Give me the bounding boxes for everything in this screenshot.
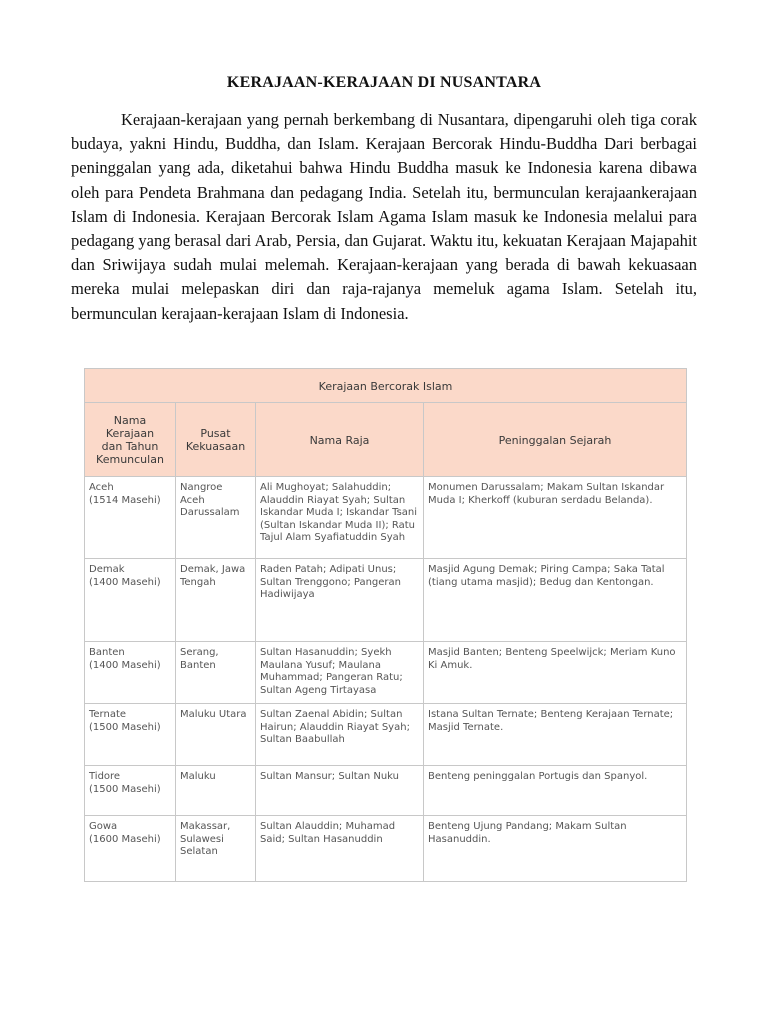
cell-relics: Istana Sultan Ternate; Benteng Kerajaan Ternate; Masjid Ternate. [424, 704, 687, 766]
cell-kings: Sultan Zaenal Abidin; Sultan Hairun; Alauddin Riayat Syah; Sultan Baabullah [256, 704, 424, 766]
cell-seat: Serang, Banten [176, 642, 256, 704]
cell-relics: Masjid Agung Demak; Piring Campa; Saka Tatal (tiang utama masjid); Bedug dan Kentongan. [424, 559, 687, 642]
page-title: KERAJAAN-KERAJAAN DI NUSANTARA [226, 74, 542, 91]
cell-kingdom: Tidore (1500 Masehi) [85, 766, 176, 816]
cell-seat: Maluku [176, 766, 256, 816]
kingdoms-table-container [84, 368, 686, 882]
cell-kingdom: Gowa (1600 Masehi) [85, 816, 176, 882]
cell-kings: Raden Patah; Adipati Unus; Sultan Trenggono; Pangeran Hadiwijaya [256, 559, 424, 642]
table-caption: Kerajaan Bercorak Islam [85, 369, 687, 403]
body-paragraph: Kerajaan-kerajaan yang pernah berkembang di Nusantara, dipengaruhi oleh tiga corak budaya, yakni Hindu, Buddha, dan Islam. Kerajaan Bercorak Hindu-Buddha Dari berbagai peninggalan yang ada, diketahui bahwa Hindu Buddha masuk ke Indonesia karena dibawa oleh para Pendeta Brahmana dan pedagang India. Setelah itu, bermunculan kerajaankerajaan Islam di Indonesia. Kerajaan Bercorak Islam Agama Islam masuk ke Indonesia melalui para pedagang yang berasal dari Arab, Persia, dan Gujarat. Waktu itu, kekuatan Kerajaan Majapahit dan Sriwijaya sudah mulai melemah. Kerajaan-kerajaan yang berada di bawah kekuasaan mereka mulai melepaskan diri dan raja-rajanya memeluk agama Islam. Setelah itu, bermunculan kerajaan-kerajaan Islam di Indonesia. [71, 110, 697, 323]
table-row [85, 816, 687, 882]
cell-relics: Masjid Banten; Benteng Speelwijck; Meriam Kuno Ki Amuk. [424, 642, 687, 704]
cell-kingdom: Aceh (1514 Masehi) [85, 477, 176, 559]
cell-seat: Maluku Utara [176, 704, 256, 766]
table-row [85, 642, 687, 704]
header-historical-relics: Peninggalan Sejarah [424, 403, 687, 477]
cell-seat: Demak, Jawa Tengah [176, 559, 256, 642]
cell-relics: Monumen Darussalam; Makam Sultan Iskandar Muda I; Kherkoff (kuburan serdadu Belanda). [424, 477, 687, 559]
cell-relics: Benteng peninggalan Portugis dan Spanyol. [424, 766, 687, 816]
cell-kings: Sultan Hasanuddin; Syekh Maulana Yusuf; Maulana Muhammad; Pangeran Ratu; Sultan Ageng Tirtayasa [256, 642, 424, 704]
cell-kingdom: Ternate (1500 Masehi) [85, 704, 176, 766]
cell-kingdom: Banten (1400 Masehi) [85, 642, 176, 704]
header-king-names: Nama Raja [256, 403, 424, 477]
table-row [85, 704, 687, 766]
header-kingdom-year: Nama Kerajaan dan Tahun Kemunculan [85, 403, 176, 477]
cell-kingdom: Demak (1400 Masehi) [85, 559, 176, 642]
cell-kings: Sultan Mansur; Sultan Nuku [256, 766, 424, 816]
table-row [85, 559, 687, 642]
cell-seat: Makassar, Sulawesi Selatan [176, 816, 256, 882]
cell-kings: Sultan Alauddin; Muhamad Said; Sultan Hasanuddin [256, 816, 424, 882]
header-seat-of-power: Pusat Kekuasaan [176, 403, 256, 477]
cell-seat: Nangroe Aceh Darussalam [176, 477, 256, 559]
table-row [85, 477, 687, 559]
islamic-kingdoms-table [84, 368, 687, 882]
cell-kings: Ali Mughoyat; Salahuddin; Alauddin Riayat Syah; Sultan Iskandar Muda I; Iskandar Tsani (Sultan Iskandar Muda II); Ratu Tajul Alam Syafiatuddin Syah [256, 477, 424, 559]
table-row [85, 766, 687, 816]
cell-relics: Benteng Ujung Pandang; Makam Sultan Hasanuddin. [424, 816, 687, 882]
